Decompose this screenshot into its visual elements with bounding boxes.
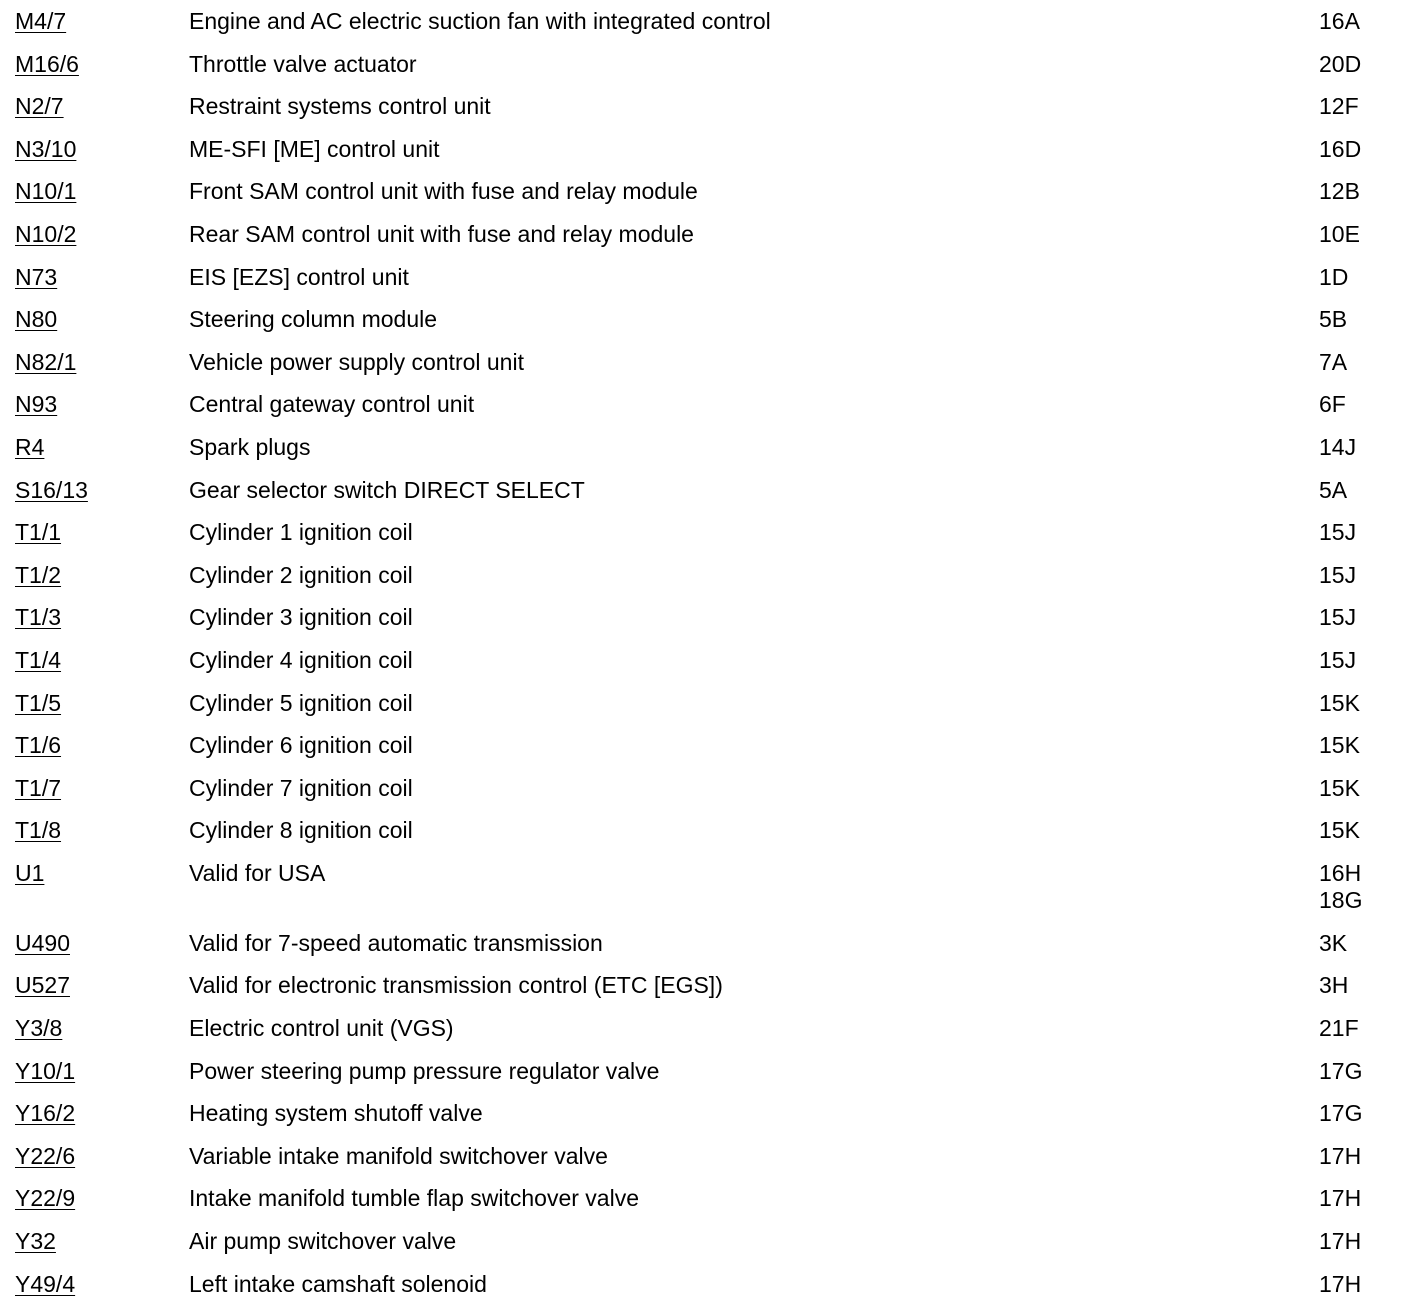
legend-row — [0, 170, 1408, 213]
grid-location — [1319, 1271, 1361, 1298]
grid-location — [1319, 51, 1361, 78]
component-code-link[interactable]: N2/7 — [15, 93, 64, 120]
legend-row — [0, 1050, 1408, 1093]
legend-row — [0, 596, 1408, 639]
grid-location-value: 7A — [1319, 348, 1348, 375]
component-code-link[interactable]: Y3/8 — [15, 1015, 63, 1042]
legend-row — [0, 383, 1408, 426]
component-description: Vehicle power supply control unit — [189, 348, 524, 375]
grid-location-value: 16H — [1319, 859, 1362, 886]
grid-location-value: 6F — [1319, 391, 1346, 418]
grid-location-value: 3K — [1319, 929, 1348, 956]
grid-location-value: 12F — [1319, 93, 1359, 120]
component-description: Throttle valve actuator — [189, 50, 417, 77]
component-code-link[interactable]: T1/1 — [15, 519, 62, 546]
grid-location — [1319, 8, 1360, 35]
grid-location — [1319, 306, 1347, 333]
legend-row — [0, 469, 1408, 512]
grid-location-value: 15K — [1319, 732, 1360, 759]
legend-row — [0, 964, 1408, 1007]
component-code-link[interactable]: Y16/2 — [15, 1100, 76, 1127]
legend-row — [0, 1007, 1408, 1050]
component-description: Cylinder 1 ignition coil — [189, 519, 413, 546]
legend-row — [0, 724, 1408, 767]
legend-row — [0, 0, 1408, 43]
grid-location — [1319, 264, 1348, 291]
grid-location — [1319, 1185, 1361, 1212]
component-description: Spark plugs — [189, 433, 311, 460]
grid-location — [1319, 972, 1348, 999]
grid-location-value: 5A — [1319, 476, 1348, 503]
component-description: Variable intake manifold switchover valve — [189, 1142, 608, 1169]
grid-location-value: 15K — [1319, 817, 1360, 844]
grid-location-value: 15J — [1319, 646, 1357, 673]
component-description: Power steering pump pressure regulator valve — [189, 1057, 660, 1084]
grid-location — [1319, 349, 1347, 376]
legend-row — [0, 639, 1408, 682]
legend-row — [0, 1263, 1408, 1306]
component-code-link[interactable]: U1 — [15, 859, 45, 886]
component-description: Valid for USA — [189, 859, 326, 886]
grid-location — [1319, 136, 1361, 163]
grid-location-value: 17H — [1319, 1185, 1362, 1212]
grid-location — [1319, 732, 1360, 759]
component-code-link[interactable]: T1/2 — [15, 561, 62, 588]
grid-location-value: 17G — [1319, 1100, 1363, 1127]
component-description: Rear SAM control unit with fuse and relay module — [189, 220, 694, 247]
grid-location-value: 17H — [1319, 1270, 1362, 1297]
component-description: Engine and AC electric suction fan with integrated control — [189, 8, 771, 34]
legend-row — [0, 85, 1408, 128]
grid-location — [1319, 930, 1347, 957]
grid-location — [1319, 178, 1360, 205]
component-code-link[interactable]: Y32 — [15, 1228, 56, 1255]
grid-location-value: 12B — [1319, 178, 1360, 205]
component-code-link[interactable]: T1/4 — [15, 646, 62, 673]
component-description: Left intake camshaft solenoid — [189, 1270, 487, 1297]
component-description: Valid for 7-speed automatic transmission — [189, 929, 603, 956]
grid-location — [1319, 391, 1346, 418]
component-description: Cylinder 3 ignition coil — [189, 604, 413, 631]
legend-row — [0, 341, 1408, 384]
component-code-link[interactable]: N93 — [15, 391, 58, 418]
component-code-link[interactable]: R4 — [15, 433, 45, 460]
legend-row — [0, 682, 1408, 725]
component-description: Heating system shutoff valve — [189, 1100, 483, 1127]
component-description: EIS [EZS] control unit — [189, 263, 409, 290]
component-code-link[interactable]: N10/1 — [15, 178, 77, 205]
grid-location-value: 3H — [1319, 972, 1349, 999]
grid-location-value: 17H — [1319, 1142, 1362, 1169]
grid-location — [1319, 477, 1347, 504]
grid-location-value: 17G — [1319, 1057, 1363, 1084]
component-description: Cylinder 6 ignition coil — [189, 732, 413, 759]
grid-location — [1319, 1015, 1359, 1042]
grid-location — [1319, 519, 1356, 546]
component-description: Restraint systems control unit — [189, 93, 491, 120]
grid-location — [1319, 775, 1360, 802]
grid-location-value: 18G — [1319, 886, 1363, 913]
grid-location-value: 15J — [1319, 519, 1357, 546]
legend-row — [0, 1135, 1408, 1178]
grid-location-value: 16A — [1319, 8, 1360, 34]
component-code-link[interactable]: T1/8 — [15, 817, 62, 844]
grid-location — [1319, 1058, 1362, 1085]
component-code-link[interactable]: N80 — [15, 306, 58, 333]
component-code-link[interactable]: U527 — [15, 972, 70, 999]
component-code-link[interactable]: M4/7 — [15, 8, 67, 34]
grid-location-value: 15K — [1319, 774, 1360, 801]
component-description: Cylinder 4 ignition coil — [189, 646, 413, 673]
grid-location-value: 1D — [1319, 263, 1349, 290]
grid-location — [1319, 690, 1360, 717]
legend-row — [0, 213, 1408, 256]
component-code-link[interactable]: Y22/9 — [15, 1185, 76, 1212]
grid-location — [1319, 647, 1356, 674]
component-code-link[interactable]: Y10/1 — [15, 1057, 76, 1084]
legend-row — [0, 852, 1408, 922]
component-code-link[interactable]: N82/1 — [15, 348, 77, 375]
grid-location — [1319, 817, 1360, 844]
component-description: Gear selector switch DIRECT SELECT — [189, 476, 585, 503]
grid-location-value: 14J — [1319, 433, 1357, 460]
component-code-link[interactable]: T1/7 — [15, 774, 62, 801]
component-code-link[interactable]: Y49/4 — [15, 1270, 76, 1297]
component-code-link[interactable]: T1/3 — [15, 604, 62, 631]
legend-row — [0, 1220, 1408, 1263]
component-description: Air pump switchover valve — [189, 1228, 457, 1255]
grid-location — [1319, 562, 1356, 589]
grid-location — [1319, 221, 1360, 248]
legend-row — [0, 511, 1408, 554]
component-description: Steering column module — [189, 306, 438, 333]
grid-location — [1319, 1143, 1361, 1170]
component-description: Front SAM control unit with fuse and relay module — [189, 178, 698, 205]
grid-location-value: 15K — [1319, 689, 1360, 716]
grid-location-value: 15J — [1319, 561, 1357, 588]
component-code-link[interactable]: N3/10 — [15, 135, 77, 162]
component-code-link[interactable]: T1/6 — [15, 732, 62, 759]
legend-row — [0, 1092, 1408, 1135]
component-code-link[interactable]: S16/13 — [15, 476, 88, 503]
component-code-link[interactable]: Y22/6 — [15, 1142, 76, 1169]
grid-location-value: 15J — [1319, 604, 1357, 631]
legend-row — [0, 426, 1408, 469]
legend-row — [0, 43, 1408, 86]
component-description: Cylinder 2 ignition coil — [189, 561, 413, 588]
component-description: Cylinder 7 ignition coil — [189, 774, 413, 801]
grid-location-value: 5B — [1319, 306, 1348, 333]
grid-location-value: 21F — [1319, 1015, 1359, 1042]
legend-row — [0, 1177, 1408, 1220]
legend-row — [0, 554, 1408, 597]
component-description: Intake manifold tumble flap switchover valve — [189, 1185, 639, 1212]
legend-row — [0, 767, 1408, 810]
grid-location-value: 10E — [1319, 220, 1360, 247]
grid-location-value: 20D — [1319, 50, 1362, 77]
legend-row — [0, 128, 1408, 171]
component-code-link[interactable]: N10/2 — [15, 220, 77, 247]
grid-location — [1319, 860, 1362, 914]
legend-row — [0, 809, 1408, 852]
legend-row — [0, 298, 1408, 341]
component-description: ME-SFI [ME] control unit — [189, 135, 440, 162]
component-description: Central gateway control unit — [189, 391, 475, 418]
grid-location-value: 17H — [1319, 1228, 1362, 1255]
legend-row — [0, 256, 1408, 299]
grid-location — [1319, 1228, 1361, 1255]
grid-location — [1319, 434, 1356, 461]
grid-location-value: 16D — [1319, 135, 1362, 162]
component-code-link[interactable]: T1/5 — [15, 689, 62, 716]
grid-location — [1319, 1100, 1362, 1127]
grid-location — [1319, 604, 1356, 631]
component-description: Electric control unit (VGS) — [189, 1015, 454, 1042]
component-code-link[interactable]: N73 — [15, 263, 58, 290]
component-code-link[interactable]: M16/6 — [15, 50, 79, 77]
component-description: Cylinder 5 ignition coil — [189, 689, 413, 716]
component-code-link[interactable]: U490 — [15, 929, 70, 956]
component-description: Cylinder 8 ignition coil — [189, 817, 413, 844]
grid-location — [1319, 93, 1359, 120]
component-description: Valid for electronic transmission control (ETC [EGS]) — [189, 972, 723, 999]
legend-row — [0, 922, 1408, 965]
